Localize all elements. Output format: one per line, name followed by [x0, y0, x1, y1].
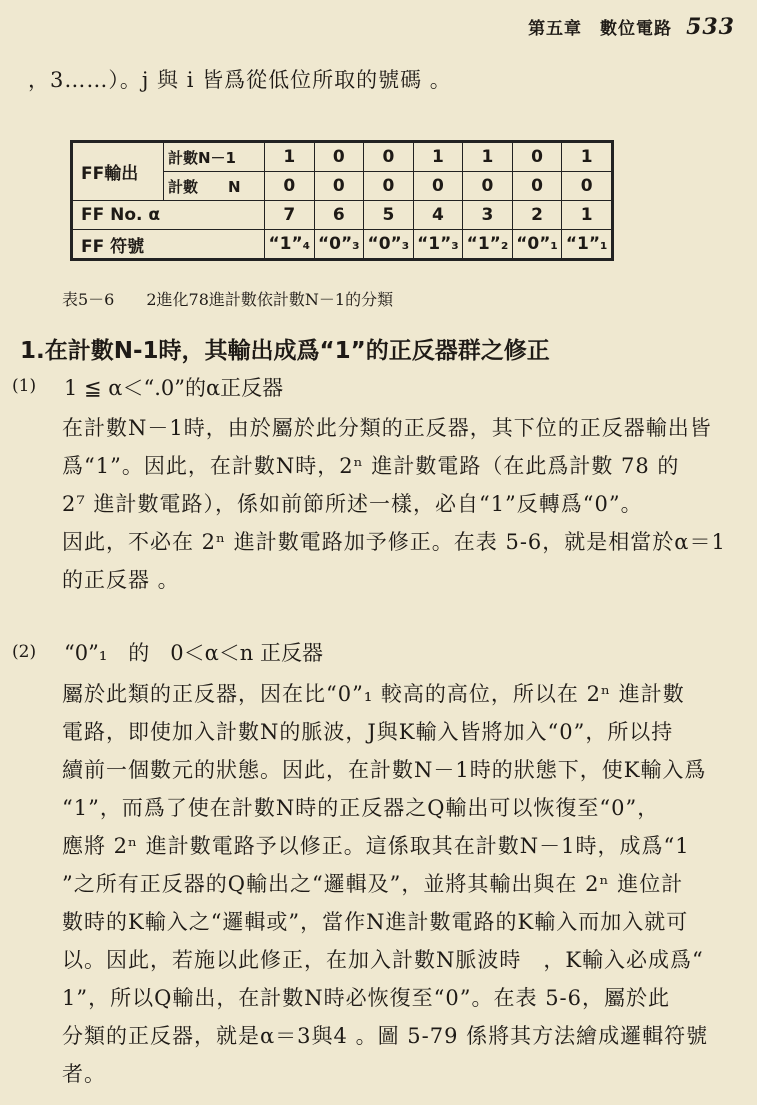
- table-cell: 6: [314, 201, 364, 230]
- table-cell: “0”₃: [314, 230, 364, 260]
- table-cell: 1: [562, 201, 613, 230]
- table-cell: 0: [314, 142, 364, 172]
- body-line: 2⁷ 進計數電路），係如前節所述一樣，必自“1”反轉爲“0”。: [62, 492, 643, 516]
- ff-no-label: FF No. α: [72, 201, 265, 230]
- table-cell: 0: [364, 142, 414, 172]
- page-number: 533: [686, 14, 735, 40]
- table-cell: 0: [512, 142, 562, 172]
- table-row: [72, 230, 613, 260]
- table-cell: 0: [413, 172, 463, 201]
- body-line: 分類的正反器，就是α＝3與4 。圖 5-79 係將其方法繪成邏輯符號: [62, 1024, 709, 1048]
- body-line: ”之所有正反器的Q輸出之“邏輯及”，並將其輸出與在 2ⁿ 進位計: [62, 872, 684, 896]
- table-cell: 0: [314, 172, 364, 201]
- table-cell: “1”₂: [463, 230, 513, 260]
- table-cell: 1: [562, 142, 613, 172]
- table-cell: 1: [463, 142, 513, 172]
- body-line: 續前一個數元的狀態。因此，在計數N－1時的狀態下，使K輸入爲: [62, 758, 707, 782]
- ff-output-label: FF輸出: [72, 142, 164, 201]
- table-cell: “0”₃: [364, 230, 414, 260]
- table-cell: 1: [265, 142, 315, 172]
- body-line: “1”，而爲了使在計數N時的正反器之Q輸出可以恢復至“0”，: [62, 796, 660, 820]
- table-cell: 5: [364, 201, 414, 230]
- body-line: 數時的K輸入之“邏輯或”，當作N進計數電路的K輸入而加入就可: [62, 910, 689, 934]
- table-cell: “1”₁: [562, 230, 613, 260]
- body-line: 以。因此，若施以此修正，在加入計數N脈波時 ，K輸入必成爲“: [62, 948, 704, 972]
- body-line: 在計數N－1時，由於屬於此分類的正反器，其下位的正反器輸出皆: [62, 416, 712, 440]
- table-cell: “1”₃: [413, 230, 463, 260]
- table-row: [72, 201, 613, 230]
- body-line: 的正反器 。: [62, 568, 180, 592]
- item-number: (1): [12, 376, 37, 396]
- table-cell: “0”₁: [512, 230, 562, 260]
- section-heading: 1.在計數N-1時，其輸出成爲“1”的正反器群之修正: [20, 338, 550, 364]
- item-title: “0”₁ 的 0＜α＜n 正反器: [64, 641, 323, 665]
- table-cell: 2: [512, 201, 562, 230]
- body-line: 屬於此類的正反器，因在比“0”₁ 較高的高位，所以在 2ⁿ 進計數: [62, 682, 685, 706]
- table-cell: 4: [413, 201, 463, 230]
- body-line: 應將 2ⁿ 進計數電路予以修正。這係取其在計數N－1時，成爲“1: [62, 834, 690, 858]
- table-cell: 0: [265, 172, 315, 201]
- body-line: 因此，不必在 2ⁿ 進計數電路加予修正。在表 5-6，就是相當於α＝1: [62, 530, 726, 554]
- chapter-title: 第五章 數位電路: [528, 19, 673, 39]
- table-caption: 表5－6 2進化78進計數依計數N－1的分類: [62, 290, 394, 309]
- table-cell: 0: [562, 172, 613, 201]
- count-n-label: 計數 N: [164, 172, 265, 201]
- body-line: 電路，即使加入計數N的脈波，J與K輸入皆將加入“0”，所以持: [62, 720, 674, 744]
- body-line: 1”，所以Q輸出，在計數N時必恢復至“0”。在表 5-6，屬於此: [62, 986, 671, 1010]
- body-line: 者。: [62, 1062, 106, 1086]
- count-n-minus-1-label: 計數N－1: [164, 142, 265, 172]
- table-cell: 7: [265, 201, 315, 230]
- intro-line: ，3……）。j 與 i 皆爲從低位所取的號碼 。: [28, 68, 452, 92]
- page-header: [528, 14, 735, 40]
- ff-table: [70, 140, 614, 261]
- table-cell: 0: [512, 172, 562, 201]
- ff-symbol-label: FF 符號: [72, 230, 265, 260]
- table-cell: 0: [463, 172, 513, 201]
- table-cell: 1: [413, 142, 463, 172]
- item-number: (2): [12, 642, 37, 662]
- table-cell: 0: [364, 172, 414, 201]
- table-row: [72, 142, 613, 172]
- table-cell: 3: [463, 201, 513, 230]
- item-title: 1 ≦ α＜“.0”的α正反器: [64, 376, 284, 400]
- body-line: 爲“1”。因此，在計數N時，2ⁿ 進計數電路（在此爲計數 78 的: [62, 454, 680, 478]
- table-cell: “1”₄: [265, 230, 315, 260]
